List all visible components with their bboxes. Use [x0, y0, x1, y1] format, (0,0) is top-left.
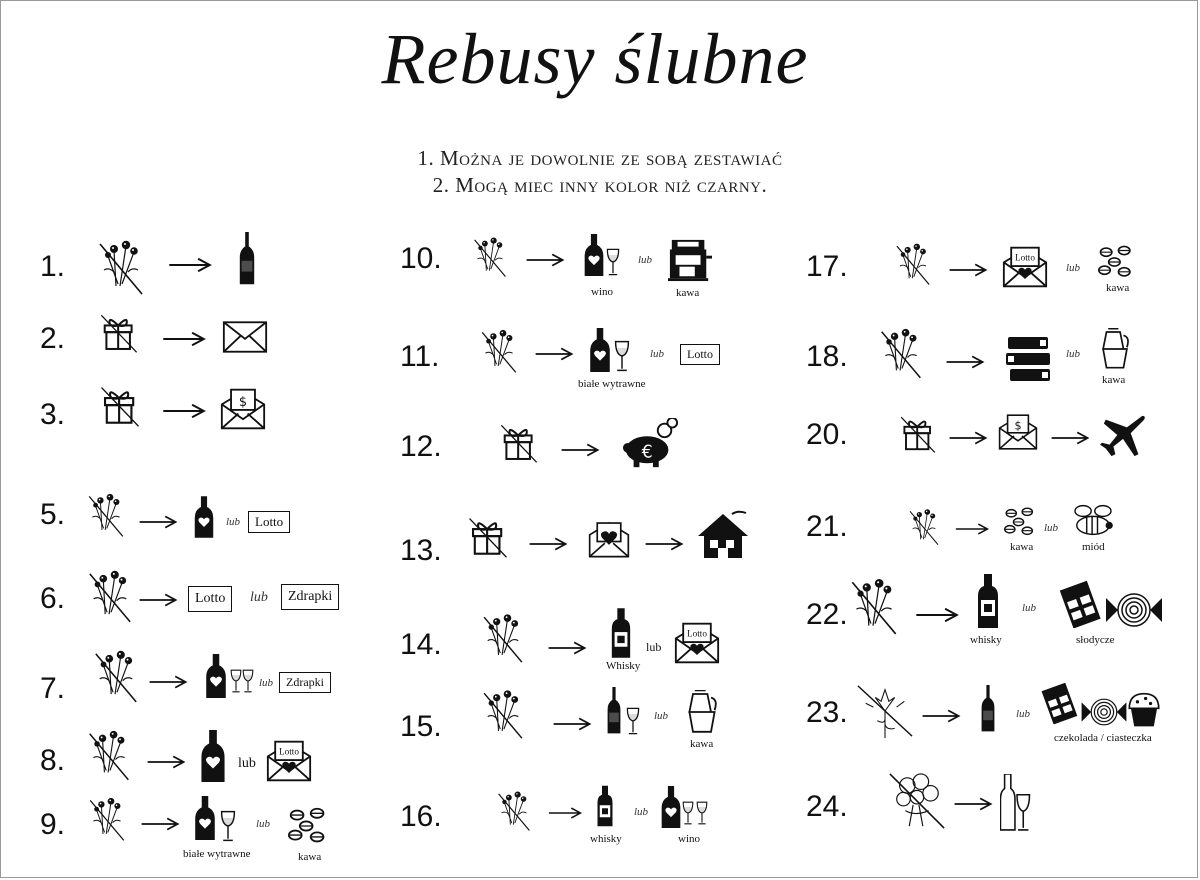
whisky-bottle-icon — [596, 784, 614, 828]
item-label: słodycze — [1076, 634, 1115, 646]
whisky-bottle-icon — [610, 608, 632, 658]
rebus-number: 24. — [806, 790, 848, 823]
arrow-icon — [138, 514, 178, 530]
heart-bottle-icon — [660, 786, 682, 828]
flowers-icon — [470, 234, 510, 278]
heart-bottle-icon — [194, 496, 214, 538]
item-label: białe wytrawne — [183, 848, 251, 860]
airplane-icon — [1100, 412, 1148, 460]
arrow-icon — [640, 536, 688, 552]
chocolate-icon — [1058, 580, 1106, 628]
wine-glass-icon — [606, 248, 620, 276]
or-label: lub — [226, 516, 241, 528]
arrow-icon — [556, 442, 604, 458]
item-label: czekolada / ciasteczka — [1054, 732, 1152, 744]
lotto-ticket: Lotto — [188, 586, 232, 612]
wine-bottle-glass-icon — [1000, 774, 1032, 832]
rebus-number: 5. — [40, 498, 66, 531]
heart-bottle-icon — [588, 328, 612, 372]
rebus-number: 15. — [400, 710, 442, 743]
heart-envelope-icon — [588, 518, 630, 560]
gift-icon — [98, 384, 142, 428]
flowers-icon — [86, 794, 128, 842]
rebus-number: 2. — [40, 322, 66, 355]
rebus-number: 11. — [400, 340, 440, 373]
or-label: lub — [638, 254, 653, 266]
arrow-icon — [546, 806, 584, 820]
or-label: lub — [1016, 708, 1031, 720]
or-label: lub — [1066, 348, 1081, 360]
flowers-icon — [92, 646, 140, 704]
item-label: whisky — [590, 833, 622, 845]
moka-pot-icon — [684, 690, 720, 734]
flowers-icon — [86, 490, 126, 538]
moka-pot-icon — [1098, 328, 1132, 370]
lily-icon — [856, 682, 914, 740]
chocolate-icon — [1040, 682, 1082, 724]
coffee-beans-icon — [1004, 506, 1036, 538]
flowers-icon — [878, 324, 924, 380]
rebus-number: 14. — [400, 628, 442, 661]
item-label: kawa — [690, 738, 714, 750]
rebus-number: 23. — [806, 696, 848, 729]
rule-2: 2. Mogą miec inny kolor niż czarny. — [432, 173, 768, 197]
candy-icon — [1080, 696, 1128, 728]
item-label: kawa — [676, 287, 700, 299]
arrow-icon — [918, 708, 964, 724]
page-title: Rebusy ślubne — [381, 19, 809, 99]
arrow-icon — [910, 606, 964, 624]
lotto-envelope-icon — [674, 620, 720, 666]
rebus-number: 16. — [400, 800, 442, 833]
lotto-ticket: Lotto — [680, 344, 720, 365]
coffee-beans-icon — [1098, 244, 1134, 280]
rule-1: 1. Można je dowolnie ze sobą zestawiać — [417, 146, 783, 170]
arrow-icon — [952, 796, 994, 812]
flowers-icon — [478, 326, 520, 374]
item-label: whisky — [970, 634, 1002, 646]
envelope-icon — [222, 320, 268, 354]
flowers-icon — [906, 506, 942, 546]
rebus-number: 22. — [806, 598, 848, 631]
item-label: kawa — [298, 851, 322, 863]
books-icon — [1004, 334, 1054, 386]
item-label: wino — [678, 833, 700, 845]
coffee-beans-icon — [288, 806, 328, 846]
or-label: lub — [1044, 522, 1059, 534]
flowers-icon — [86, 726, 132, 782]
scratch-card: Zdrapki — [281, 584, 339, 610]
or-label: lub — [250, 590, 268, 605]
or-label: lub — [238, 756, 256, 771]
gift-icon — [498, 422, 540, 464]
flowers-icon — [480, 610, 526, 664]
heart-bottle-icon — [200, 730, 226, 782]
whisky-bottle-icon — [976, 574, 1000, 628]
flowers-icon — [86, 566, 134, 624]
bee-icon — [1070, 502, 1116, 538]
candy-icon — [1104, 590, 1164, 630]
piggy-bank-icon — [622, 418, 680, 468]
wine-bottle-icon — [238, 230, 256, 288]
rebus-number: 6. — [40, 582, 66, 615]
item-label: kawa — [1010, 541, 1034, 553]
flowers-icon — [96, 236, 146, 296]
flowers-icon — [892, 240, 934, 286]
cupcake-icon — [1126, 692, 1162, 728]
or-label: lub — [634, 806, 649, 818]
wine-glass-icon — [682, 800, 694, 826]
gift-icon — [466, 514, 510, 560]
heart-bottle-icon — [194, 796, 216, 840]
gift-icon — [898, 414, 938, 454]
lotto-envelope-icon — [266, 738, 312, 784]
arrow-icon — [166, 256, 214, 274]
or-label: lub — [259, 677, 274, 689]
or-label: lub — [646, 640, 662, 654]
item-label: wino — [591, 286, 613, 298]
lotto-ticket: Lotto — [248, 511, 290, 533]
arrow-icon — [552, 716, 592, 732]
item-label: Whisky — [606, 660, 641, 672]
or-label: lub — [1022, 602, 1037, 614]
gift-icon — [98, 312, 140, 354]
arrow-icon — [524, 536, 572, 552]
item-label: miód — [1082, 541, 1105, 553]
wine-bottle-icon — [980, 682, 996, 736]
arrow-icon — [160, 402, 208, 420]
rebus-number: 12. — [400, 430, 442, 463]
wine-glass-icon — [230, 668, 242, 694]
arrow-icon — [144, 754, 188, 770]
flowers-icon — [480, 686, 526, 740]
wine-glass-icon — [614, 340, 630, 372]
or-label: lub — [256, 818, 271, 830]
money-envelope-icon — [998, 412, 1038, 452]
scratch-card: Zdrapki — [279, 672, 331, 693]
wine-bottle-icon — [606, 684, 622, 738]
rebus-number: 13. — [400, 534, 442, 567]
money-envelope-icon — [220, 386, 266, 432]
or-label: lub — [654, 710, 669, 722]
coffee-machine-icon — [666, 238, 714, 282]
rebus-number: 8. — [40, 744, 66, 777]
wine-glass-icon — [220, 810, 236, 842]
heart-bottle-icon — [583, 234, 605, 276]
arrow-icon — [946, 430, 990, 446]
rebus-number: 21. — [806, 510, 848, 543]
rebus-number: 9. — [40, 808, 66, 841]
rebus-number: 3. — [40, 398, 66, 431]
rebus-number: 10. — [400, 242, 442, 275]
rebus-number: 7. — [40, 672, 66, 705]
heart-bottle-icon — [204, 654, 228, 698]
bouquet-icon — [888, 772, 946, 830]
arrow-icon — [524, 252, 566, 268]
arrow-icon — [1048, 430, 1092, 446]
flowers-icon — [494, 788, 534, 832]
item-label: kawa — [1106, 282, 1130, 294]
wine-glass-icon — [696, 800, 708, 826]
arrow-icon — [160, 330, 208, 348]
wine-glass-icon — [626, 706, 640, 736]
item-label: białe wytrawne — [578, 378, 646, 390]
or-label: lub — [1066, 262, 1081, 274]
rebus-number: 1. — [40, 250, 66, 283]
arrow-icon — [946, 262, 990, 278]
item-label: kawa — [1102, 374, 1126, 386]
rebus-number: 18. — [806, 340, 848, 373]
lotto-envelope-icon — [1002, 244, 1048, 290]
arrow-icon — [146, 674, 190, 690]
wine-glass-icon — [242, 668, 254, 694]
arrow-icon — [532, 346, 576, 362]
arrow-icon — [942, 354, 988, 370]
arrow-icon — [954, 522, 990, 536]
or-label: lub — [650, 348, 665, 360]
rebus-number: 17. — [806, 250, 848, 283]
arrow-icon — [544, 640, 590, 656]
arrow-icon — [138, 592, 178, 608]
rebus-number: 20. — [806, 418, 848, 451]
arrow-icon — [138, 816, 182, 832]
flowers-icon — [848, 574, 900, 636]
house-icon — [696, 510, 750, 560]
